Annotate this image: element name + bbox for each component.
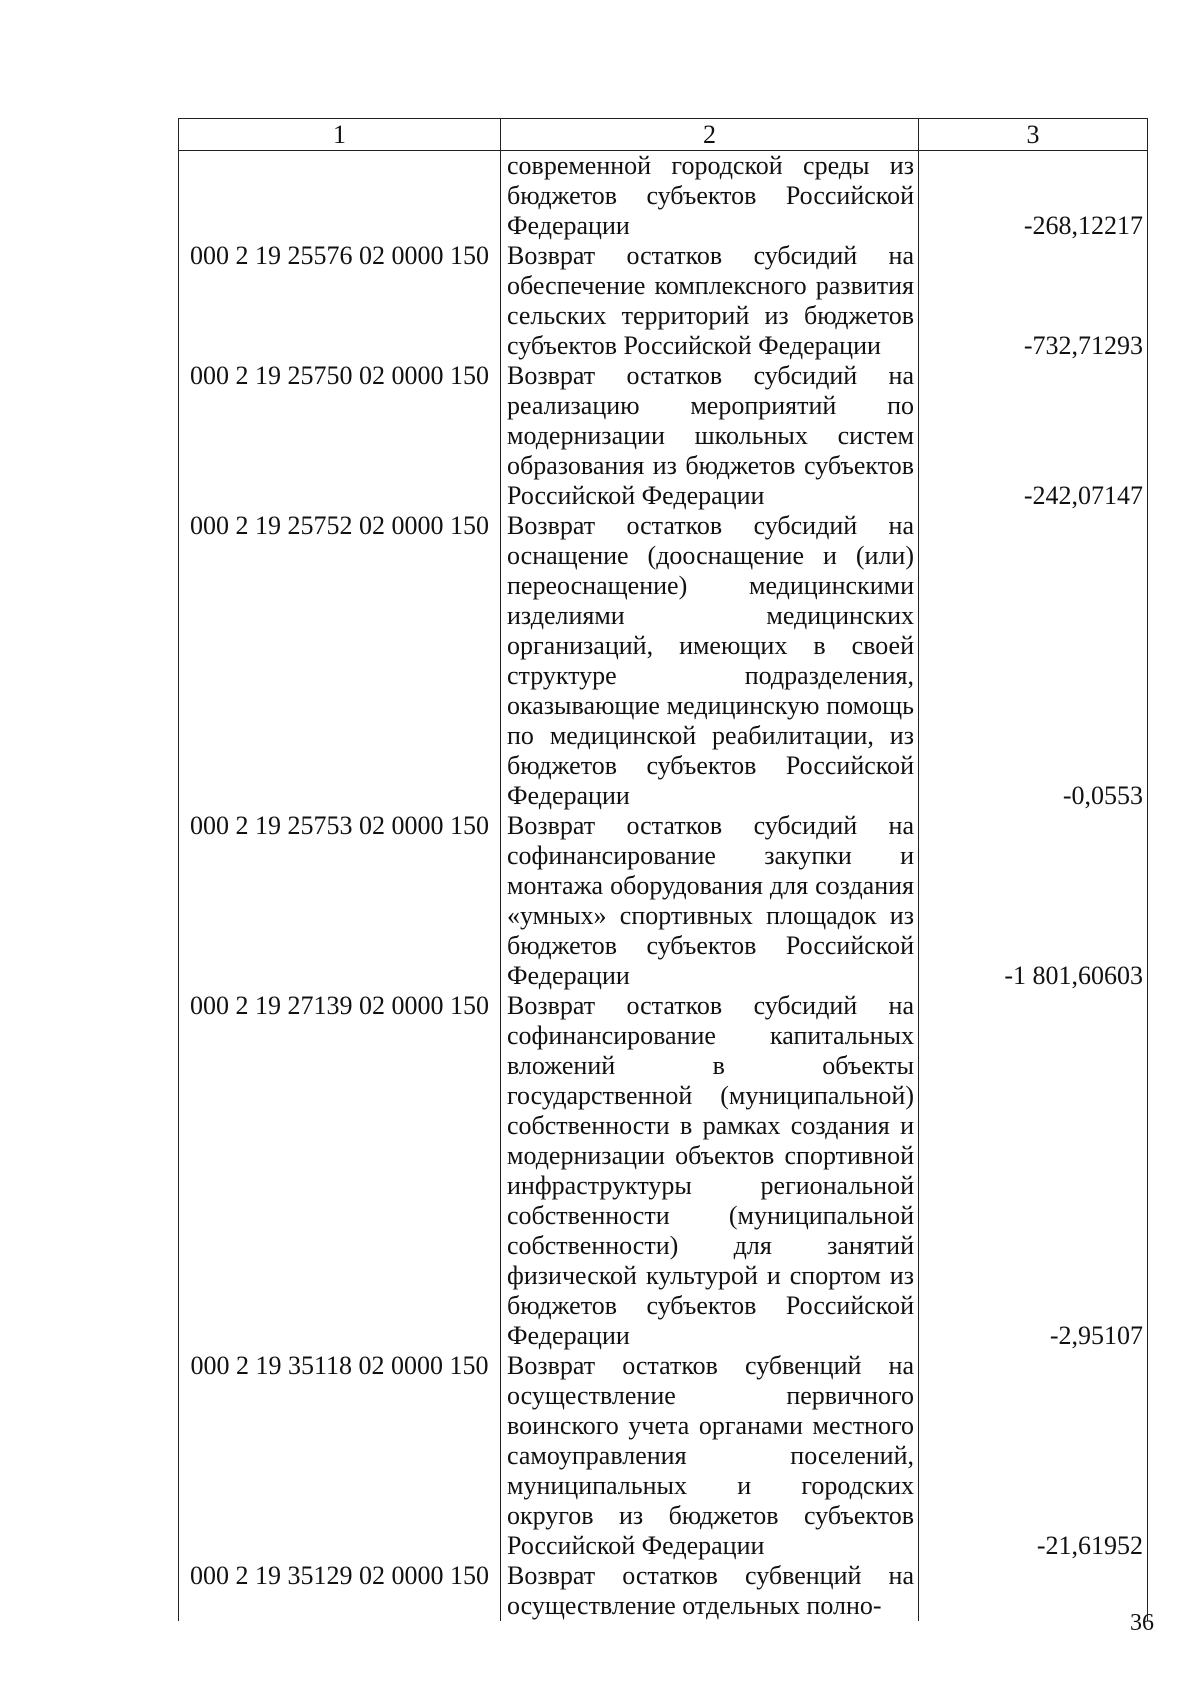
- row-amount: -268,12217: [919, 151, 1148, 242]
- row-amount: -732,71293: [919, 241, 1148, 361]
- row-description: Возврат остатков субвенций на осуществление отдельных полно-: [501, 1561, 919, 1621]
- row-description: современной городской среды из бюджетов субъектов Российской Федерации: [501, 151, 919, 242]
- row-code: [179, 991, 501, 1351]
- row-amount: -21,61952: [919, 1351, 1148, 1561]
- table-row: [179, 1351, 1148, 1561]
- table-row: [179, 1561, 1148, 1621]
- row-amount: -2,95107: [919, 991, 1148, 1351]
- table-row: [179, 511, 1148, 811]
- row-code-text: 000 2 19 35118 02 0000 150: [190, 1351, 489, 1380]
- table-row: [179, 811, 1148, 991]
- budget-table: [178, 118, 1148, 1621]
- row-code-text: 000 2 19 25750 02 0000 150: [190, 361, 489, 390]
- row-description: Возврат остатков субсидий на софинансирование закупки и монтажа оборудования для создания «умных» спортивных площадок из бюджетов субъектов Российской Федерации: [501, 811, 919, 991]
- row-description: Возврат остатков субсидий на оснащение (дооснащение и (или) переоснащение) медицинскими изделиями медицинских организаций, имеющих в своей структуре подразделения, оказывающие медицинскую помощь по медицинской реабилитации, из бюджетов субъектов Российской Федерации: [501, 511, 919, 811]
- column-header-2: 2: [501, 119, 919, 151]
- column-header-3: 3: [919, 119, 1148, 151]
- row-description: Возврат остатков субсидий на обеспечение комплексного развития сельских территорий из бюджетов субъектов Российской Федерации: [501, 241, 919, 361]
- row-amount: -1 801,60603: [919, 811, 1148, 991]
- row-code: [179, 241, 501, 361]
- row-code-text: 000 2 19 27139 02 0000 150: [190, 991, 489, 1020]
- row-amount: [919, 1561, 1148, 1621]
- row-code-text: 000 2 19 25753 02 0000 150: [190, 811, 489, 840]
- row-description: Возврат остатков субвенций на осуществление первичного воинского учета органами местного самоуправления поселений, муниципальных и городских округов из бюджетов субъектов Российской Федерации: [501, 1351, 919, 1561]
- row-description: Возврат остатков субсидий на софинансирование капитальных вложений в объекты государственной (муниципальной) собственности в рамках создания и модернизации объектов спортивной инфраструктуры региональной собственности (муниципальной собственности) для занятий физической культурой и спортом из бюджетов субъектов Российской Федерации: [501, 991, 919, 1351]
- row-description: Возврат остатков субсидий на реализацию мероприятий по модернизации школьных систем образования из бюджетов субъектов Российской Федерации: [501, 361, 919, 511]
- table-header-row: [179, 119, 1148, 151]
- table-row: [179, 991, 1148, 1351]
- page-number: 36: [1130, 1610, 1154, 1636]
- row-code-text: 000 2 19 25576 02 0000 150: [190, 241, 489, 270]
- row-code: [179, 151, 501, 242]
- column-header-1: 1: [179, 119, 501, 151]
- row-code: [179, 511, 501, 811]
- row-code-text: 000 2 19 35129 02 0000 150: [190, 1561, 489, 1590]
- table-row: [179, 151, 1148, 242]
- row-code: [179, 361, 501, 511]
- row-code: [179, 1561, 501, 1621]
- table-row: [179, 361, 1148, 511]
- row-amount: -242,07147: [919, 361, 1148, 511]
- row-code: [179, 811, 501, 991]
- row-amount: -0,0553: [919, 511, 1148, 811]
- row-code-text: 000 2 19 25752 02 0000 150: [190, 511, 489, 540]
- row-code: [179, 1351, 501, 1561]
- table-row: [179, 241, 1148, 361]
